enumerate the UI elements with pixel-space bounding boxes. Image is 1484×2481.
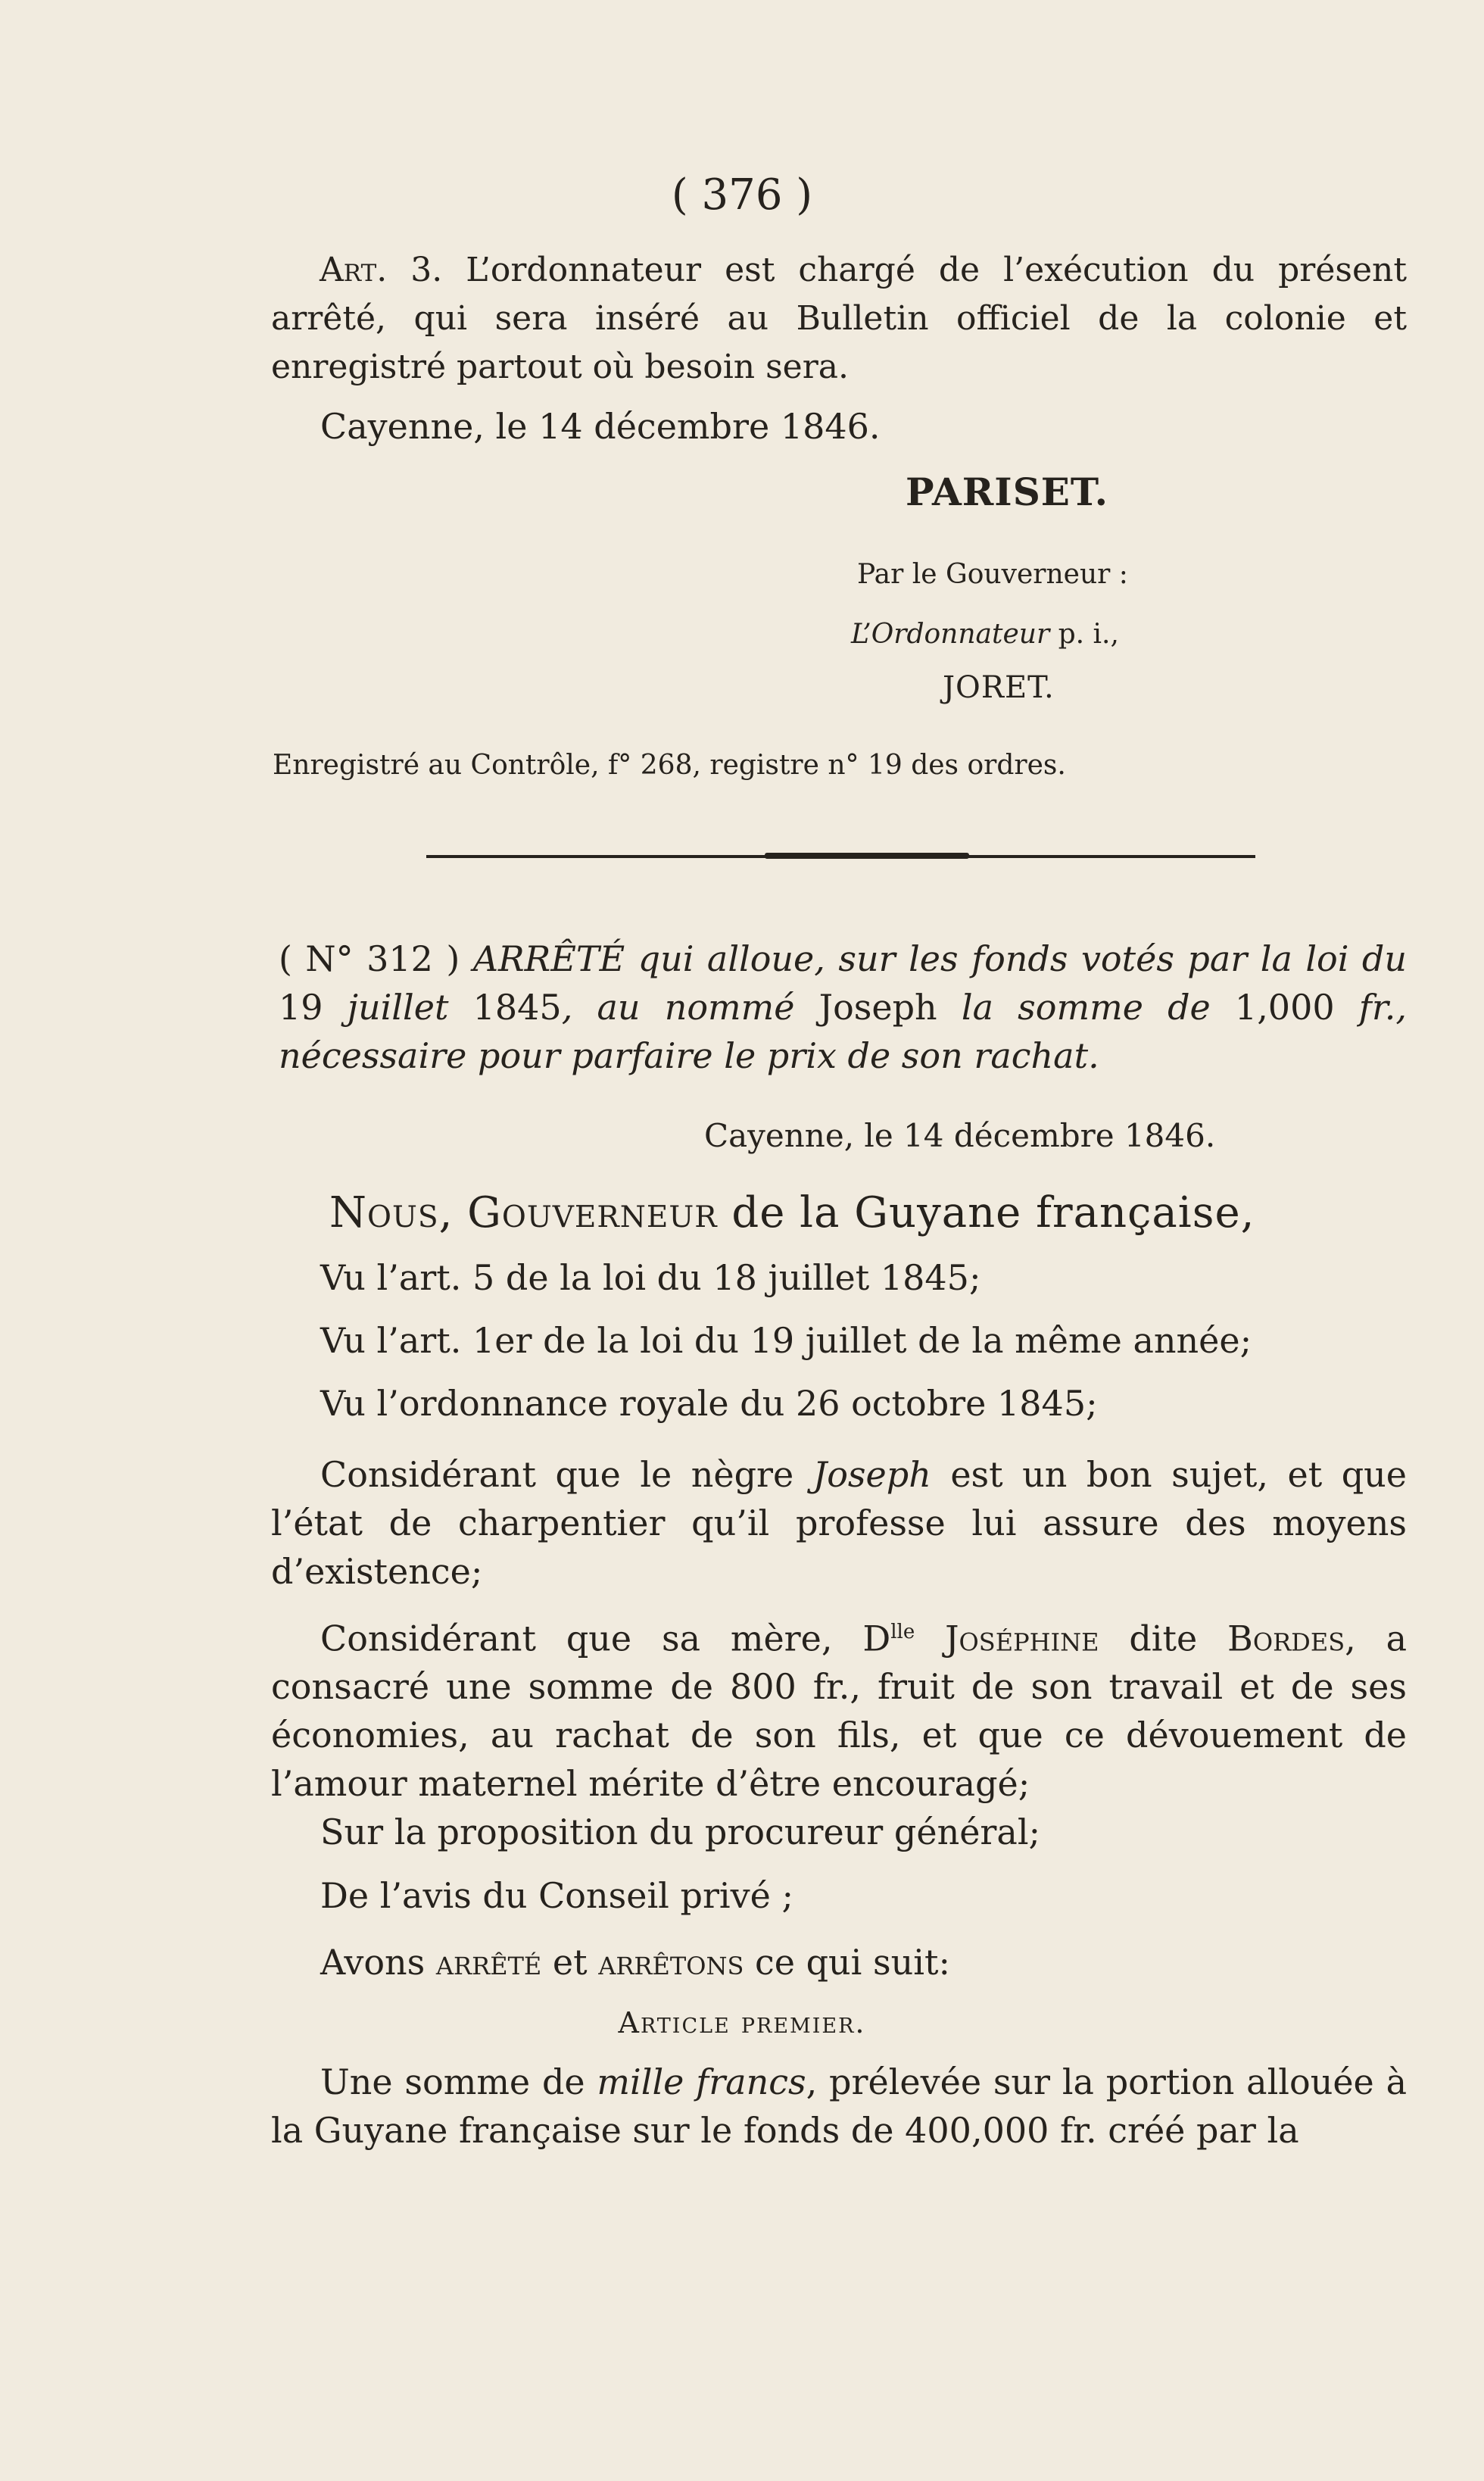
gouverneur-word: Gouverneur (467, 1188, 718, 1237)
signature-joret: JORET. (943, 670, 1055, 705)
section-divider-center (765, 853, 969, 859)
decree-heading-name: Joseph (818, 987, 937, 1028)
une-mille: mille francs (597, 2061, 806, 2102)
decree-heading (279, 935, 1407, 1080)
decree-heading-part5: fr., nécessaire pour parfaire le prix de son rachat. (279, 987, 1407, 1076)
article-3-text: . 3. L’ordonnateur est chargé de l’exécution du présent arrêté, qui sera inséré au Bulletin officiel de la colonie et enregistré partout où besoin sera. (271, 251, 1407, 386)
sur-la-proposition: Sur la proposition du procureur général; (320, 1812, 1041, 1852)
avons-a: Avons (320, 1942, 436, 1983)
considerant-1-b: est un bon sujet, et que l’état de charpentier qu’il professe lui assure des moyens d’existence; (271, 1454, 1407, 1592)
date-line-1: Cayenne, le 14 décembre 1846. (320, 406, 881, 447)
decree-heading-amount: 1,000 (1234, 987, 1335, 1028)
article-3-paragraph (271, 246, 1407, 392)
article-premier-heading: Article premier. (618, 2006, 866, 2039)
decree-title-word: ARRÊTÉ (472, 938, 625, 979)
vu-line-1: Vu l’art. 5 de la loi du 18 juillet 1845; (320, 1257, 981, 1298)
nous-gouverneur-line: Nous, Gouverneur de la Guyane française, (329, 1188, 1255, 1237)
considerant-1-a: Considérant que le nègre (320, 1454, 813, 1495)
par-le-gouverneur: Par le Gouverneur : (857, 559, 1128, 590)
avons-arretons: arrêtons (598, 1942, 744, 1983)
considerant-2-a: Considérant que sa mère, D (320, 1618, 891, 1659)
ordonnateur-label: L’Ordonnateur (851, 619, 1050, 650)
une-somme-paragraph (271, 2058, 1407, 2155)
une-b: , prélevée sur la portion allouée à la Guyane française sur le fonds de 400,000 fr. créé par la (271, 2061, 1407, 2151)
decree-heading-part2: juillet (323, 987, 473, 1028)
une-a: Une somme de (320, 2061, 597, 2102)
vu-line-3: Vu l’ordonnance royale du 26 octobre 1845; (320, 1383, 1098, 1424)
decree-number: ( N° 312 ) (279, 938, 460, 979)
article-3-label: Art (320, 251, 377, 289)
date-line-2: Cayenne, le 14 décembre 1846. (704, 1117, 1216, 1154)
de-l-avis: De l’avis du Conseil privé ; (320, 1875, 793, 1916)
avons-b: et (541, 1942, 599, 1983)
enregistre-line: Enregistré au Contrôle, f° 268, registre n° 19 des ordres. (273, 750, 1066, 781)
ordonnateur-line (851, 619, 1119, 650)
decree-heading-part4: la somme de (937, 987, 1235, 1028)
considerant-2-name: Joséphine (945, 1618, 1099, 1659)
ordonnateur-suffix: p. i., (1049, 619, 1119, 650)
considerant-2-name2: Bordes (1227, 1618, 1345, 1659)
avons-arrete: arrêté (435, 1942, 542, 1983)
nous-rest: de la Guyane française, (717, 1188, 1255, 1237)
considerant-2-c: , a consacré une somme de 800 fr., fruit de son travail et de ses économies, au rachat de son fils, et que ce dévouement de l’amour maternel mérite d’être encouragé; (271, 1618, 1408, 1805)
considerant-2-b: dite (1099, 1618, 1228, 1659)
considerant-2 (271, 1608, 1407, 1808)
decree-heading-year: 1845 (472, 987, 562, 1028)
considerant-2-sup: lle (890, 1621, 915, 1643)
decree-heading-part3: , au nommé (561, 987, 819, 1028)
avons-line (320, 1942, 950, 1983)
decree-heading-part1: qui alloue, sur les fonds votés par la loi du (625, 938, 1407, 979)
considerant-1-name: Joseph (812, 1454, 931, 1495)
decree-heading-19: 19 (279, 987, 323, 1028)
avons-c: ce qui suit: (744, 1942, 950, 1983)
vu-line-2: Vu l’art. 1er de la loi du 19 juillet de la même année; (320, 1320, 1252, 1361)
nous-word: Nous (329, 1188, 439, 1237)
signature-pariset: PARISET. (906, 470, 1109, 514)
considerant-1 (271, 1450, 1407, 1596)
page-number: ( 376 ) (671, 170, 813, 220)
